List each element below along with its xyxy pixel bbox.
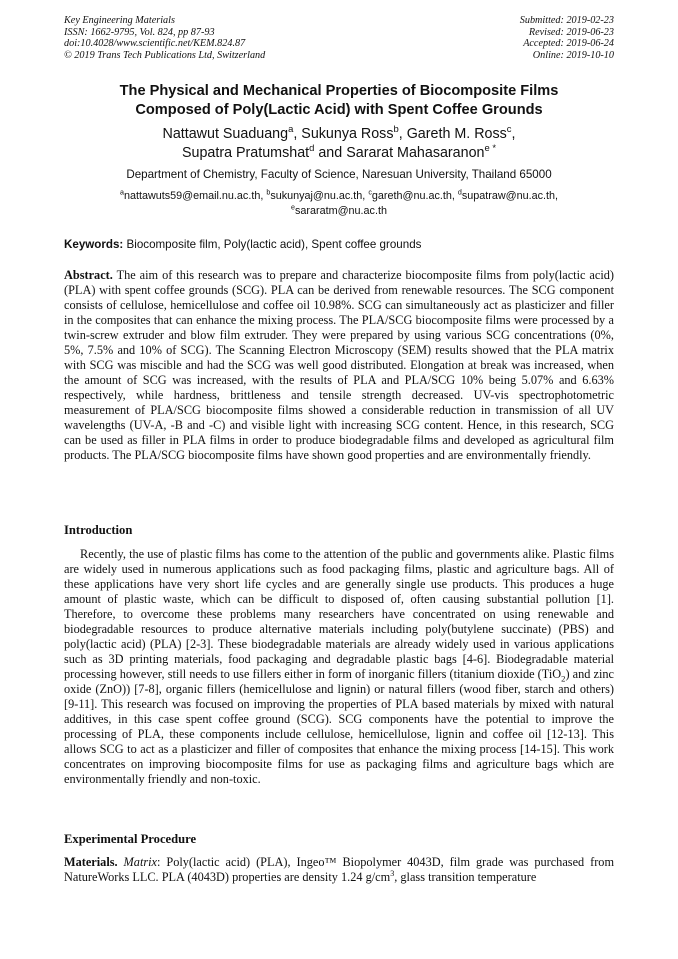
paper-title [40, 82, 638, 119]
author-1-sup: a [288, 123, 294, 135]
journal-copyright: © 2019 Trans Tech Publications Ltd, Switzerland [64, 49, 266, 61]
affiliation: Department of Chemistry, Faculty of Science, Naresuan University, Thailand 65000 [126, 168, 552, 181]
title-line-1: The Physical and Mechanical Properties of Biocomposite Films [119, 83, 559, 99]
author-5-sup: e * [484, 141, 497, 153]
email-3[interactable]: gareth@nu.ac.th, [371, 190, 455, 202]
date-online: Online: 2019-10-10 [532, 49, 614, 61]
abstract-label: Abstract. [64, 268, 113, 282]
date-accepted: Accepted: 2019-06-24 [523, 38, 614, 50]
email-3-sup: c [368, 188, 372, 197]
keywords-text: Biocomposite film, Poly(lactic acid), Spent coffee grounds [126, 238, 422, 251]
author-3: Gareth M. Ross [406, 126, 507, 142]
date-submitted: Submitted: 2019-02-23 [519, 15, 614, 26]
materials-text-b: , glass transition temperature [394, 870, 537, 884]
title-line-2: Composed of Poly(Lactic Acid) with Spent Coffee Grounds [135, 101, 543, 118]
email-5[interactable]: sararatm@nu.ac.th [294, 204, 387, 217]
matrix-label: Matrix [123, 855, 158, 869]
journal-name: Key Engineering Materials [64, 15, 175, 26]
intro-text-a: Recently, the use of plastic films has come to the attention of the public and governments alike. Plastic films are widely used in numerous applications such as food packaging films, plastic and agriculture bags. All of these applications have very short life cycles and are generally single use products. This produces a huge amount of plastic waste, which can be difficult to disposed of, often causing substantial pollution [1]. Therefore, to overcome these problems many researchers have concentrated on using renewable and biodegradable resources to produce alternative materials including poly(butylene succinate) (PBS) and poly(lactic acid) (PLA) [2-3]. These biodegradable materials are already widely used in various applications such as 3D printing materials, food packaging and degradable plastic bags [4-6]. Biodegradable material processing however, still needs to use fillers either in form of inorganic fillers (titanium dioxide (TiO [64, 547, 614, 681]
author-5: Sararat Mahasaranon [346, 144, 485, 161]
journal-doi[interactable]: doi:10.4028/www.scientific.net/KEM.824.87 [64, 38, 246, 50]
abstract [64, 268, 614, 463]
intro-sub: 2 [561, 673, 566, 684]
keywords-label: Keywords: [64, 238, 124, 251]
experimental-heading: Experimental Procedure [64, 832, 197, 846]
author-4-sup: d [309, 141, 315, 153]
author-list [40, 125, 638, 162]
materials-paragraph [64, 855, 614, 885]
author-3-sup: c [506, 123, 512, 135]
email-5-sup: e [291, 202, 295, 211]
author-4: Supatra Pratumshat [181, 144, 310, 161]
journal-header-right [520, 15, 614, 61]
author-2-sup: b [393, 123, 399, 135]
email-4-sup: d [457, 188, 462, 197]
email-list [50, 189, 628, 218]
introduction-heading: Introduction [64, 523, 133, 537]
author-2: Sukunya Ross [301, 126, 394, 142]
journal-header-left [64, 15, 265, 61]
email-4[interactable]: supatraw@nu.ac.th, [461, 190, 559, 202]
introduction-paragraph [64, 547, 614, 787]
email-1[interactable]: nattawuts59@email.nu.ac.th, [123, 190, 264, 202]
email-2-sup: b [266, 188, 271, 197]
email-1-sup: a [119, 188, 124, 197]
materials-label: Materials. [64, 855, 118, 869]
author-line-1: Nattawut Suaduang$^a$, Sukunya Ross$^b$, Gareth M. Ross$^c$, [162, 123, 516, 142]
intro-text-b: ) and zinc oxide (ZnO)) [7-8], organic fillers (hemicellulose and lignin) or natural fillers (wood fiber, starch and others) [9-11]. This research was focused on improving the properties of PLA based materials by mixed with natural additives, in this case spent coffee ground (SCG). SCG components have the potential to improve the processing of PLA, these components include cellulose, hemicellulose, lignin and coffee oil [12-13]. This allows SCG to act as a plasticizer and filler of composites that enhance the mixing process [14-15]. This work concentrates on improving biocomposite films for use as packaging films and agriculture bags which are environmentally friendly and non-toxic. [64, 667, 614, 786]
materials-sup: 3 [390, 868, 395, 878]
abstract-text: The aim of this research was to prepare and characterize biocomposite films from poly(lactic acid) (PLA) with spent coffee grounds (SCG). PLA can be derived from renewable resources. The SCG component consists of cellulose, hemicellulose and coffee oil 10.98%. SCG can simultaneously act as plasticizer and filler in the composites that can enhance the mixing process. The PLA/SCG biocomposite films were processed by a twin-screw extruder and blow film extruder. They were prepared by using various SCG concentrations (0%, 5%, 7.5% and 10% of SCG). The Scanning Electron Microscopy (SEM) results showed that the PLA matrix with SCG was miscible and had the SCG was well good distributed. Elongation at break was increased, when the amount of SCG was increased, with the results of PLA and PLA/SCG 10% being 5.07% and 6.63% respectively, while hardness, brittleness and tensile strength decreased. UV-vis spectrophotometric measurement of PLA/SCG biocomposite films showed a considerable reduction in transmission of all UV wavelengths (UV-A, -B and -C) and visible light with increasing SCG content. Hence, in this research, SCG can be used as filler in PLA films in order to produce biodegradable films and developed as agricultural film products. The PLA/SCG biocomposite films have shown good properties and are environmentally friendly. [64, 268, 614, 462]
journal-issn: ISSN: 1662-9795, Vol. 824, pp 87-93 [64, 26, 215, 38]
author-and: and [318, 144, 343, 161]
date-revised: Revised: 2019-06-23 [528, 26, 614, 38]
materials-text-a: : Poly(lactic acid) (PLA), Ingeo™ Biopolymer 4043D, film grade was purchased from NatureWorks LLC. PLA (4043D) properties are density 1.24 g/cm [64, 855, 615, 884]
email-2[interactable]: sukunyaj@nu.ac.th, [270, 190, 366, 202]
author-1: Nattawut Suaduang [162, 126, 289, 142]
keywords [64, 238, 624, 252]
author-line-2 [40, 141, 638, 163]
